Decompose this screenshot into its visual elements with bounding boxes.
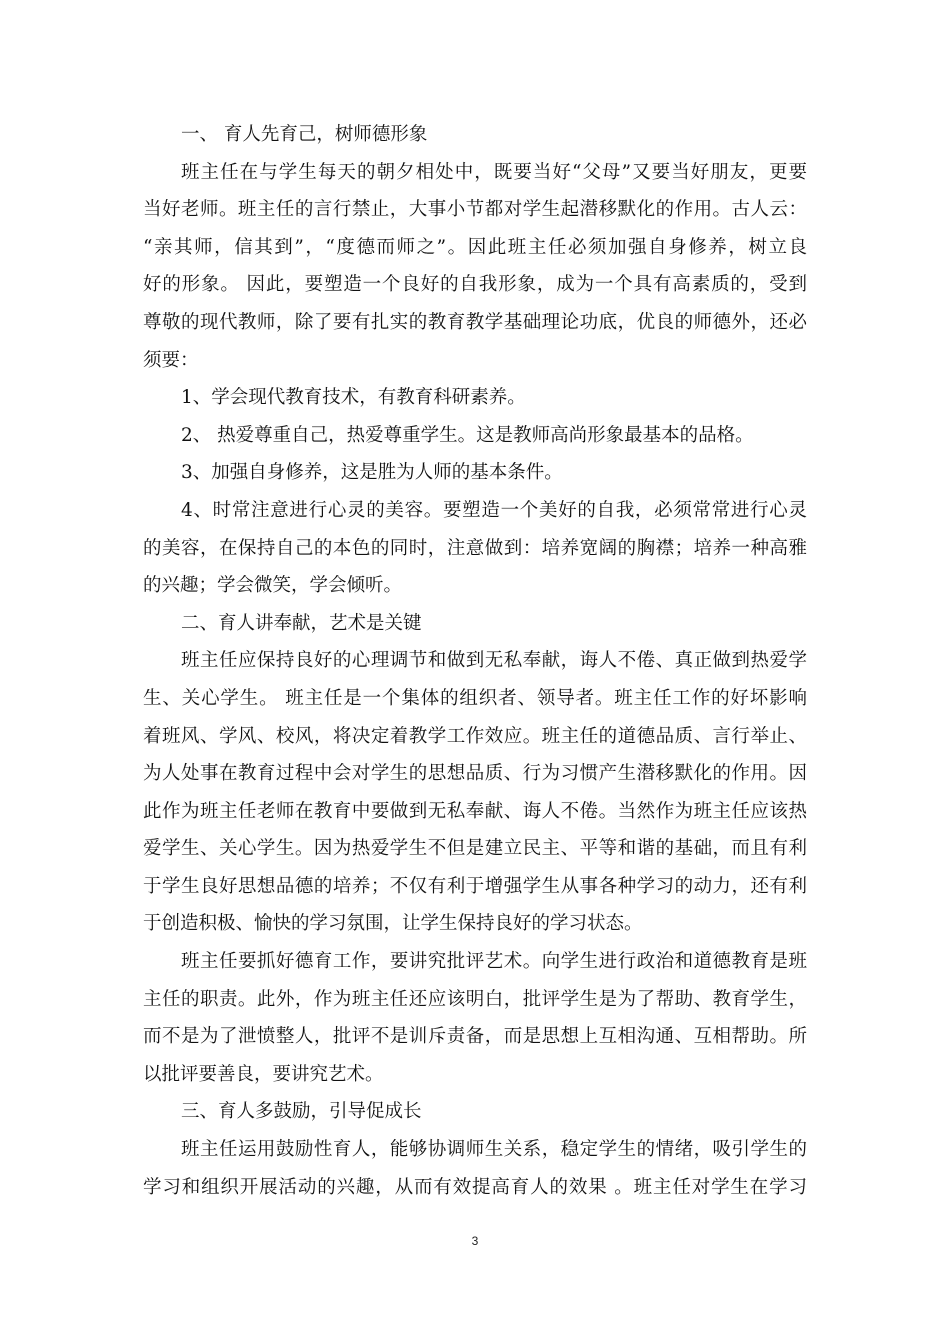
text-line: 的美容，在保持自己的本色的同时，注意做到：培养宽阔的胸襟；培养一种高雅: [143, 537, 807, 559]
text-line: 着班风、学风、校风，将决定着教学工作效应。班主任的道德品质、言行举止、: [143, 725, 807, 747]
text-line: 一、 育人先育己，树师德形象: [181, 124, 428, 145]
text-line: 须要：: [143, 349, 199, 371]
text-line: 为人处事在教育过程中会对学生的思想品质、行为习惯产生潜移默化的作用。因: [143, 763, 807, 785]
text-line: 4、时常注意进行心灵的美容。要塑造一个美好的自我，必须常常进行心灵: [181, 499, 807, 521]
page-number: 3: [471, 1234, 479, 1248]
text-line: 三、育人多鼓励，引导促成长: [181, 1101, 422, 1123]
document-body: [143, 116, 807, 1206]
text-line: 以批评要善良，要讲究艺术。: [143, 1063, 384, 1085]
text-line: 好的形象。 因此，要塑造一个良好的自我形象，成为一个具有高素质的，受到: [143, 274, 807, 296]
text-line: 3、加强自身修养，这是胜为人师的基本条件。: [181, 462, 563, 484]
text-line: 班主任应保持良好的心理调节和做到无私奉献，诲人不倦、真正做到热爱学: [181, 650, 807, 672]
text-line: 班主任在与学生每天的朝夕相处中，既要当好“父母”又要当好朋友，更要: [181, 161, 807, 183]
text-line: 此作为班主任老师在教育中要做到无私奉献、诲人不倦。当然作为班主任应该热: [143, 800, 807, 822]
text-line: 于创造积极、愉快的学习氛围，让学生保持良好的学习状态。: [143, 913, 643, 935]
text-line: 主任的职责。此外，作为班主任还应该明白，批评学生是为了帮助、教育学生，: [143, 988, 807, 1010]
text-line: 尊敬的现代教师，除了要有扎实的教育教学基础理论功底，优良的师德外，还必: [143, 311, 807, 333]
text-line: “亲其师，信其到”，“度德而师之”。因此班主任必须加强自身修养，树立良: [143, 236, 807, 258]
text-line: 的兴趣；学会微笑，学会倾听。: [143, 575, 403, 597]
text-line: 学习和组织开展活动的兴趣，从而有效提高育人的效果 。班主任对学生在学习: [143, 1176, 807, 1198]
text-line: 爱学生、关心学生。因为热爱学生不但是建立民主、平等和谐的基础，而且有利: [143, 838, 807, 860]
text-line: 班主任运用鼓励性育人，能够协调师生关系，稳定学生的情绪，吸引学生的: [181, 1139, 807, 1161]
text-line: 2、 热爱尊重自己，热爱尊重学生。这是教师高尚形象最基本的品格。: [181, 424, 754, 446]
text-line: 二、育人讲奉献，艺术是关键: [181, 612, 422, 634]
text-line: 1、学会现代教育技术，有教育科研素养。: [181, 387, 526, 409]
text-line: 班主任要抓好德育工作，要讲究批评艺术。向学生进行政治和道德教育是班: [181, 951, 807, 973]
text-line: 当好老师。班主任的言行禁止，大事小节都对学生起潜移默化的作用。古人云：: [143, 199, 807, 221]
text-line: 而不是为了泄愤整人，批评不是训斥责备，而是思想上互相沟通、互相帮助。所: [143, 1026, 807, 1048]
text-line: 于学生良好思想品德的培养；不仅有利于增强学生从事各种学习的动力，还有利: [143, 875, 807, 897]
text-line: 生、关心学生。 班主任是一个集体的组织者、领导者。班主任工作的好坏影响: [143, 687, 807, 709]
